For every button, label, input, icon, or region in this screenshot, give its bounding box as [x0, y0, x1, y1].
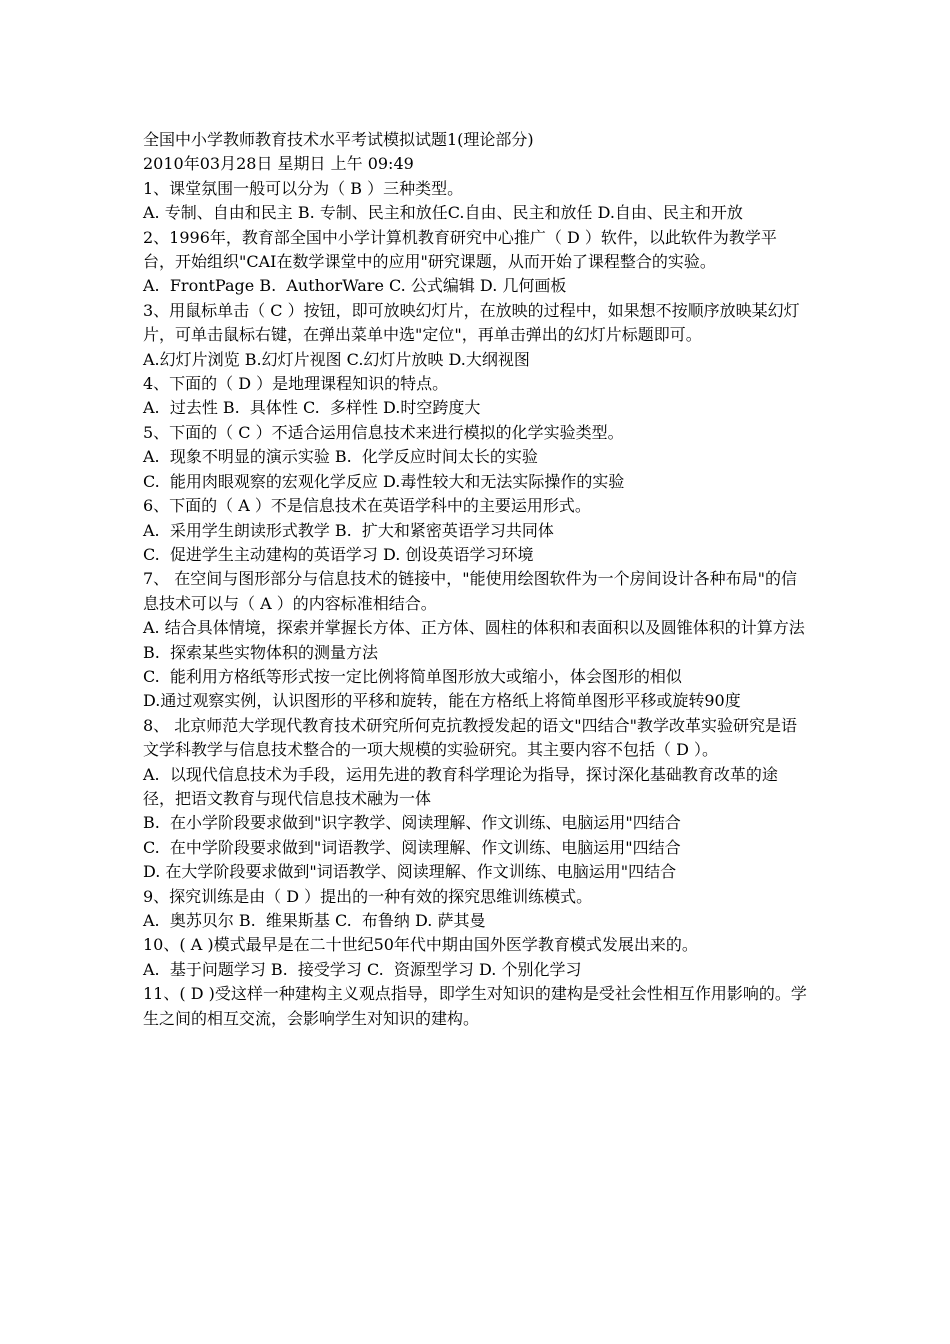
question-2: 2、1996年，教育部全国中小学计算机教育研究中心推广（ D ）软件，以此软件为教学平台，开始组织"CAI在数学课堂中的应用"研究课题，从而开始了课程整合的实验。 [143, 227, 777, 272]
document-body [143, 128, 808, 1031]
question-10-options: A. 基于问题学习 B. 接受学习 C. 资源型学习 D. 个别化学习 [143, 959, 582, 979]
question-5-options-cd: C. 能用肉眼观察的宏观化学反应 D.毒性较大和无法实际操作的实验 [143, 471, 625, 491]
question-7-option-b: B. 探索某些实物体积的测量方法 [143, 642, 379, 662]
question-2-options: A. FrontPage B. AuthorWare C. 公式编辑 D. 几何画板 [143, 276, 567, 296]
document-title: 全国中小学教师教育技术水平考试模拟试题1(理论部分) [143, 130, 534, 149]
question-3-options: A.幻灯片浏览 B.幻灯片视图 C.幻灯片放映 D.大纲视图 [143, 349, 530, 369]
question-1-options: A. 专制、自由和民主 B. 专制、民主和放任C.自由、民主和放任 D.自由、民主和开放 [143, 203, 743, 223]
question-8-option-d: D. 在大学阶段要求做到"词语教学、阅读理解、作文训练、电脑运用"四结合 [143, 862, 677, 882]
question-7: 7、 在空间与图形部分与信息技术的链接中，"能使用绘图软件为一个房间设计各种布局"的信息技术可以与（ A ）的内容标准相结合。 [143, 569, 797, 613]
question-3: 3、用鼠标单击（ C ）按钮，即可放映幻灯片，在放映的过程中，如果想不按顺序放映某幻灯片，可单击鼠标右键，在弹出菜单中选"定位"，再单击弹出的幻灯片标题即可。 [143, 300, 800, 345]
question-7-option-d: D.通过观察实例，认识图形的平移和旋转，能在方格纸上将简单图形平移或旋转90度 [143, 691, 741, 711]
question-5: 5、下面的（ C ）不适合运用信息技术来进行模拟的化学实验类型。 [143, 422, 624, 442]
question-7-option-c: C. 能利用方格纸等形式按一定比例将简单图形放大或缩小，体会图形的相似 [143, 666, 682, 686]
question-6: 6、下面的（ A ）不是信息技术在英语学科中的主要运用形式。 [143, 496, 591, 516]
question-8: 8、 北京师范大学现代教育技术研究所何克抗教授发起的语文"四结合"教学改革实验研究是语文学科教学与信息技术整合的一项大规模的实验研究。其主要内容不包括（ D ）。 [143, 715, 797, 760]
question-8-option-b: B. 在小学阶段要求做到"识字教学、阅读理解、作文训练、电脑运用"四结合 [143, 813, 681, 833]
question-5-options-ab: A. 现象不明显的演示实验 B. 化学反应时间太长的实验 [143, 447, 538, 467]
question-9-options: A. 奥苏贝尔 B. 维果斯基 C. 布鲁纳 D. 萨其曼 [143, 911, 486, 930]
question-11: 11、( D )受这样一种建构主义观点指导，即学生对知识的建构是受社会性相互作用影响的。学生之间的相互交流，会影响学生对知识的建构。 [143, 984, 807, 1028]
question-10: 10、( A )模式最早是在二十世纪50年代中期由国外医学教育模式发展出来的。 [143, 935, 698, 955]
question-8-option-c: C. 在中学阶段要求做到"词语教学、阅读理解、作文训练、电脑运用"四结合 [143, 837, 681, 857]
question-6-options-cd: C. 促进学生主动建构的英语学习 D. 创设英语学习环境 [143, 544, 534, 564]
question-4: 4、下面的（ D ）是地理课程知识的特点。 [143, 374, 449, 394]
question-8-option-a: A. 以现代信息技术为手段，运用先进的教育科学理论为指导，探讨深化基础教育改革的途径，把语文教育与现代信息技术融为一体 [143, 764, 778, 808]
question-1: 1、课堂氛围一般可以分为（ B ）三种类型。 [143, 178, 464, 198]
document-date: 2010年03月28日 星期日 上午 09:49 [143, 154, 414, 174]
question-6-options-ab: A. 采用学生朗读形式教学 B. 扩大和紧密英语学习共同体 [143, 520, 554, 540]
question-7-option-a: A. 结合具体情境，探索并掌握长方体、正方体、圆柱的体积和表面积以及圆锥体积的计算方法 [143, 618, 805, 638]
question-4-options: A. 过去性 B. 具体性 C. 多样性 D.时空跨度大 [143, 398, 481, 418]
question-9: 9、探究训练是由（ D ）提出的一种有效的探究思维训练模式。 [143, 886, 593, 906]
